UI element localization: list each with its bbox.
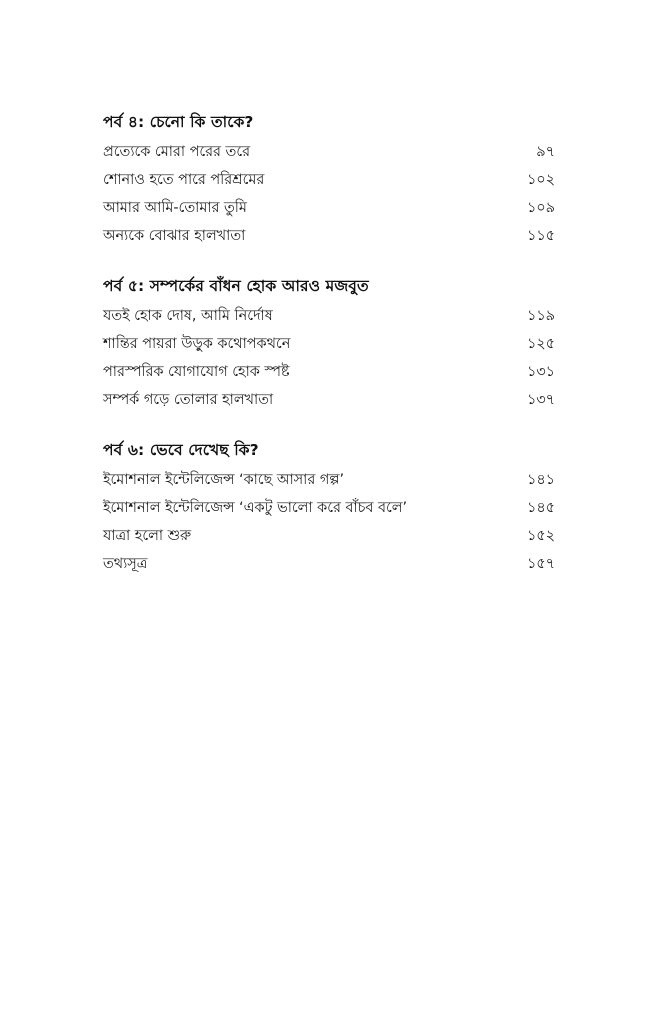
toc-entry-page-number: ১৩১ <box>526 364 555 380</box>
toc-entry-page-number: ১০৯ <box>526 200 555 216</box>
toc-entry-title: শোনাও হতে পারে পরিশ্রমের <box>103 172 265 188</box>
toc-entry[interactable] <box>103 494 555 522</box>
toc-entry-page-number: ১১৫ <box>526 228 555 244</box>
toc-entry-page-number: ১৩৭ <box>526 392 555 408</box>
toc-entry-title: ইমোশনাল ইন্টেলিজেন্স ‘কাছে আসার গল্প’ <box>103 472 345 488</box>
toc-entry-title: যাত্রা হলো শুরু <box>103 528 192 544</box>
toc-entry-title: অন্যকে বোঝার হালখাতা <box>103 228 246 244</box>
toc-entry-page-number: ১০২ <box>526 172 555 188</box>
toc-entry-page-number: ১৪১ <box>526 472 555 488</box>
toc-entry-title: তথ্যসূত্র <box>103 556 148 572</box>
toc-entry[interactable] <box>103 166 555 194</box>
toc-entry[interactable] <box>103 550 555 578</box>
toc-section-heading: পর্ব ৫: সম্পর্কের বাঁধন হোক আরও মজবুত <box>103 277 369 295</box>
toc-entry-page-number: ৯৭ <box>536 144 555 160</box>
toc-entry-title: সম্পর্ক গড়ে তোলার হালখাতা <box>103 392 274 408</box>
toc-entry[interactable] <box>103 386 555 414</box>
toc-entry-page-number: ১৪৫ <box>526 500 555 516</box>
toc-entry[interactable] <box>103 302 555 330</box>
toc-entry[interactable] <box>103 522 555 550</box>
toc-entry[interactable] <box>103 194 555 222</box>
toc-entry-title: ইমোশনাল ইন্টেলিজেন্স ‘একটু ভালো করে বাঁচব বলে’ <box>103 500 408 516</box>
toc-entry[interactable] <box>103 138 555 166</box>
toc-entry[interactable] <box>103 222 555 250</box>
toc-section-heading: পর্ব ৪: চেনো কি তাকে? <box>103 113 254 131</box>
toc-entry-title: আমার আমি-তোমার তুমি <box>103 200 247 216</box>
toc-entry-list <box>103 138 555 250</box>
toc-entry-page-number: ১৫৭ <box>526 556 555 572</box>
toc-section-heading: পর্ব ৬: ভেবে দেখেছ কি? <box>103 441 259 459</box>
toc-entry-page-number: ১১৯ <box>526 308 555 324</box>
toc-section <box>103 436 555 578</box>
toc-entry-list <box>103 302 555 414</box>
toc-entry-title: প্রত্যেকে মোরা পরের তরে <box>103 144 251 160</box>
toc-section <box>103 108 555 250</box>
toc-entry-title: পারস্পরিক যোগাযোগ হোক স্পষ্ট <box>103 364 290 380</box>
toc-entry-list <box>103 466 555 578</box>
toc-entry-page-number: ১২৫ <box>526 336 555 352</box>
toc-entry-page-number: ১৫২ <box>526 528 555 544</box>
toc-section <box>103 272 555 414</box>
table-of-contents <box>103 108 555 578</box>
toc-entry-title: শান্তির পায়রা উড়ুক কথোপকথনে <box>103 336 291 352</box>
toc-entry[interactable] <box>103 330 555 358</box>
toc-entry-title: যতই হোক দোষ, আমি নির্দোষ <box>103 308 273 324</box>
toc-entry[interactable] <box>103 358 555 386</box>
toc-entry[interactable] <box>103 466 555 494</box>
